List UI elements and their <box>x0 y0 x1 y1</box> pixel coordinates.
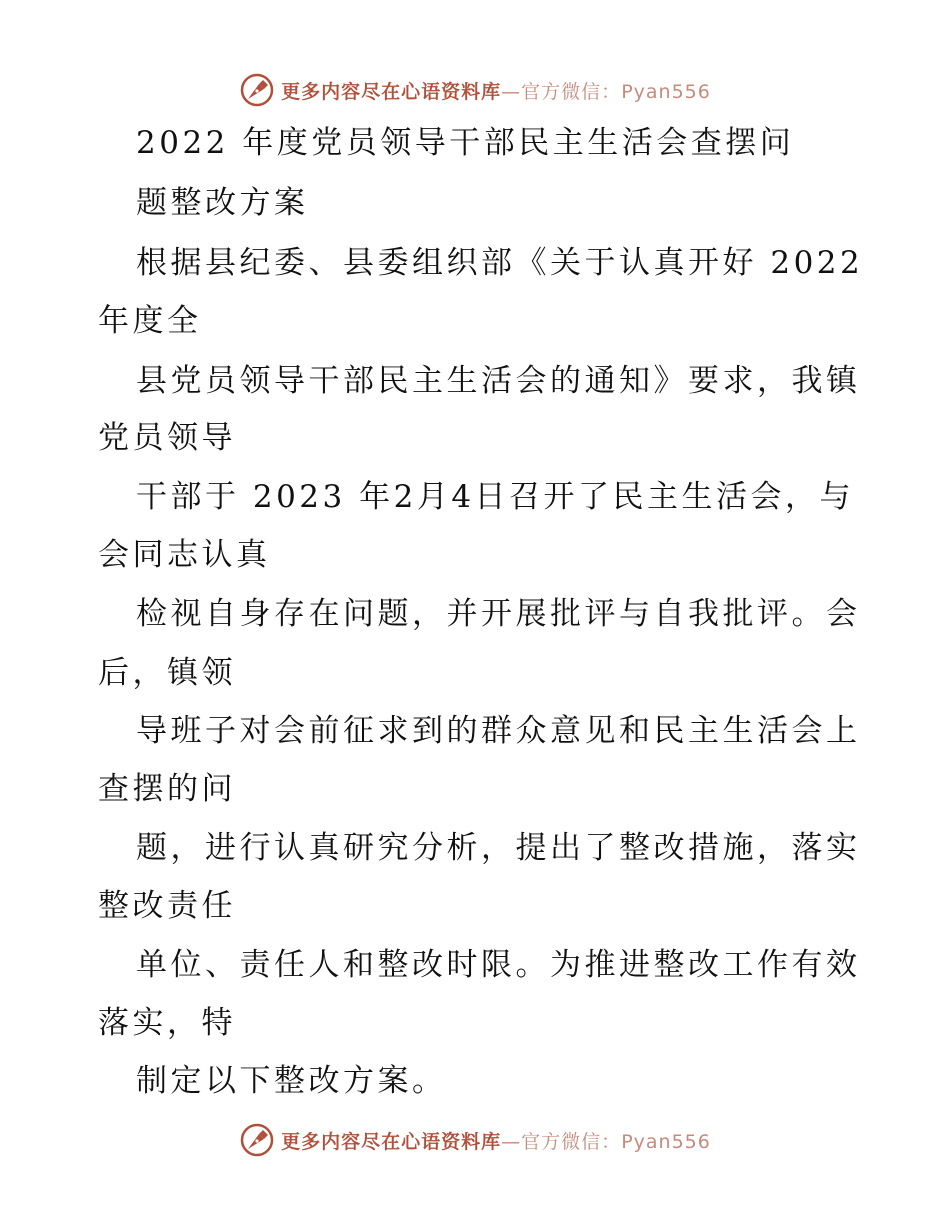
paragraph-line: 党员领导 <box>98 420 236 456</box>
watermark-separator: — <box>501 1130 522 1153</box>
doc-title-line-1: 2022 年度党员领导干部民主生活会查摆问 <box>136 125 795 161</box>
footer-watermark <box>0 1120 950 1160</box>
paragraph-line: 县党员领导干部民主生活会的通知》要求，我镇 <box>136 363 861 399</box>
watermark-brand: 更多内容尽在心语资料库 <box>281 80 502 103</box>
watermark-text <box>281 1127 711 1154</box>
header-watermark <box>0 70 950 110</box>
paragraph-line: 单位、责任人和整改时限。为推进整改工作有效 <box>136 947 861 983</box>
paragraph-line: 后，镇领 <box>98 655 236 691</box>
doc-title-line-2: 题整改方案 <box>136 185 309 221</box>
paragraph-line: 会同志认真 <box>98 537 271 573</box>
pen-nib-logo-icon <box>239 72 275 108</box>
paragraph-line: 检视自身存在问题，并开展批评与自我批评。会 <box>136 596 861 632</box>
paragraph-line: 题，进行认真研究分析，提出了整改措施，落实 <box>136 830 861 866</box>
pen-nib-logo-icon <box>239 1122 275 1158</box>
paragraph-line: 年度全 <box>98 303 202 339</box>
watermark-wechat-label: 官方微信： <box>521 80 622 103</box>
paragraph-line: 根据县纪委、县委组织部《关于认真开好 2022 <box>136 245 864 281</box>
watermark-wechat-id: Pyan556 <box>621 80 711 103</box>
paragraph-line: 制定以下整改方案。 <box>136 1063 447 1099</box>
watermark-brand: 更多内容尽在心语资料库 <box>281 1130 502 1153</box>
paragraph-line: 落实，特 <box>98 1005 236 1041</box>
watermark-wechat-label: 官方微信： <box>521 1130 622 1153</box>
watermark-wechat-id: Pyan556 <box>621 1130 711 1153</box>
watermark-separator: — <box>501 80 522 103</box>
paragraph-line: 干部于 2023 年2月4日召开了民主生活会，与 <box>136 479 855 515</box>
paragraph-line: 查摆的问 <box>98 771 236 807</box>
watermark-text <box>281 77 711 104</box>
paragraph-line: 整改责任 <box>98 888 236 924</box>
paragraph-line: 导班子对会前征求到的群众意见和民主生活会上 <box>136 713 861 749</box>
